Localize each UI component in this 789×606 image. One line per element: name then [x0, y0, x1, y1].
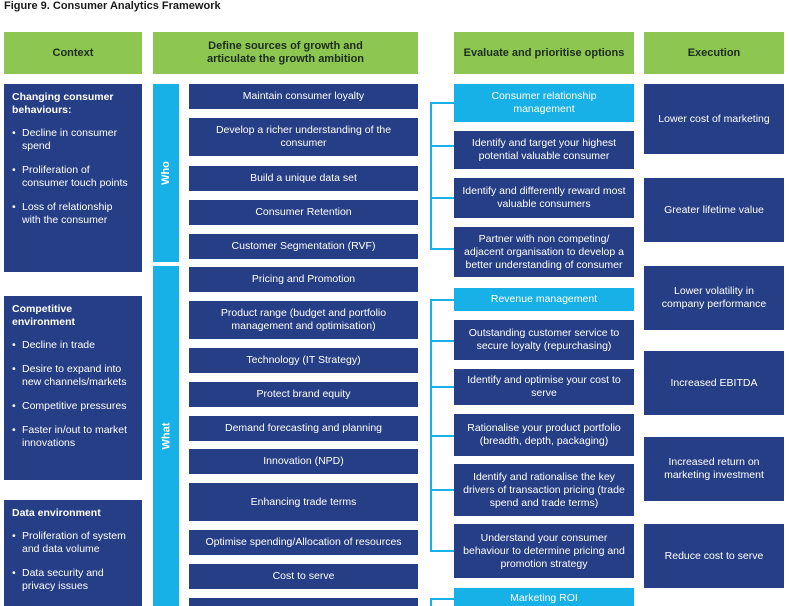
context-competitive-title: Competitive environment [12, 303, 76, 328]
what-item: Protect brand equity [189, 382, 418, 407]
header-evaluate: Evaluate and prioritise options [454, 32, 634, 74]
context-competitive-environment [4, 296, 142, 480]
eval-item: Identify and target your highest potential valuable consumer [454, 131, 634, 169]
what-item: Cost to serve [189, 564, 418, 589]
who-item: Consumer Retention [189, 200, 418, 225]
connector-relationship [430, 102, 432, 249]
what-item: Technology (IT Strategy) [189, 348, 418, 373]
eval-item: Partner with non competing/ adjacent organisation to develop a better understanding of consumer [454, 227, 634, 277]
eval-item: Identify and rationalise the key drivers of transaction pricing (trade spend and trade terms) [454, 464, 634, 516]
exec-item: Lower cost of marketing [644, 84, 784, 154]
context-consumer-item: • Decline in consumer spend [12, 127, 134, 153]
eval-head-relationship: Consumer relationship management [454, 84, 634, 122]
eval-item: Identify and differently reward most valuable consumers [454, 178, 634, 218]
eval-item: Rationalise your product portfolio (breadth, depth, packaging) [454, 414, 634, 456]
connector-tick [430, 145, 454, 147]
context-consumer-item: • Proliferation of consumer touch points [12, 164, 134, 190]
figure-title: Figure 9. Consumer Analytics Framework [4, 0, 221, 12]
connector-tick [430, 340, 454, 342]
context-data-environment [4, 500, 142, 606]
context-competitive-item: • Decline in trade [12, 339, 134, 352]
who-item: Maintain consumer loyalty [189, 84, 418, 109]
connector-tick [430, 489, 454, 491]
who-label: Who [153, 84, 179, 262]
exec-item: Increased return on marketing investment [644, 437, 784, 501]
eval-item: Outstanding customer service to secure loyalty (repurchasing) [454, 320, 634, 360]
exec-item: Reduce cost to serve [644, 524, 784, 588]
eval-item: Identify and optimise your cost to serve [454, 369, 634, 405]
context-data-item: • Data security and privacy issues [12, 567, 134, 593]
what-item: Optimise spending/Allocation of resources [189, 530, 418, 555]
what-item: Product range (budget and portfolio management and optimisation) [189, 301, 418, 339]
what-item: Demand forecasting and planning [189, 416, 418, 441]
exec-item: Greater lifetime value [644, 178, 784, 242]
connector-tick [430, 386, 454, 388]
eval-head-marketing: Marketing ROI [454, 588, 634, 606]
context-consumer-behaviours [4, 84, 142, 272]
who-item: Customer Segmentation (RVF) [189, 234, 418, 259]
who-item: Develop a richer understanding of the consumer [189, 118, 418, 156]
context-competitive-item: • Faster in/out to market innovations [12, 424, 134, 450]
what-item: Pricing and Promotion [189, 267, 418, 292]
connector-tick [430, 435, 454, 437]
eval-head-revenue: Revenue management [454, 288, 634, 311]
connector-tick [430, 299, 454, 301]
exec-item: Increased EBITDA [644, 351, 784, 415]
connector-tick [430, 197, 454, 199]
context-data-title: Data environment [12, 507, 101, 519]
context-data-item: • Proliferation of system and data volume [12, 530, 134, 556]
header-context: Context [4, 32, 142, 74]
who-item: Build a unique data set [189, 166, 418, 191]
context-competitive-item: • Competitive pressures [12, 400, 134, 413]
connector-revenue [430, 299, 432, 551]
what-item-cut [189, 598, 418, 606]
what-item: Innovation (NPD) [189, 449, 418, 474]
header-define: Define sources of growth and articulate the growth ambition [153, 32, 418, 74]
connector-tick [430, 598, 454, 600]
context-consumer-item: • Loss of relationship with the consumer [12, 201, 134, 227]
connector-tick [430, 102, 454, 104]
what-label: What [153, 266, 179, 606]
header-execution: Execution [644, 32, 784, 74]
context-consumer-title: Changing consumer behaviours: [12, 91, 114, 116]
exec-item: Lower volatility in company performance [644, 266, 784, 330]
eval-item: Understand your consumer behaviour to determine pricing and promotion strategy [454, 524, 634, 578]
connector-tick [430, 550, 454, 552]
connector-tick [430, 248, 454, 250]
what-item: Enhancing trade terms [189, 483, 418, 521]
context-competitive-item: • Desire to expand into new channels/markets [12, 363, 134, 389]
